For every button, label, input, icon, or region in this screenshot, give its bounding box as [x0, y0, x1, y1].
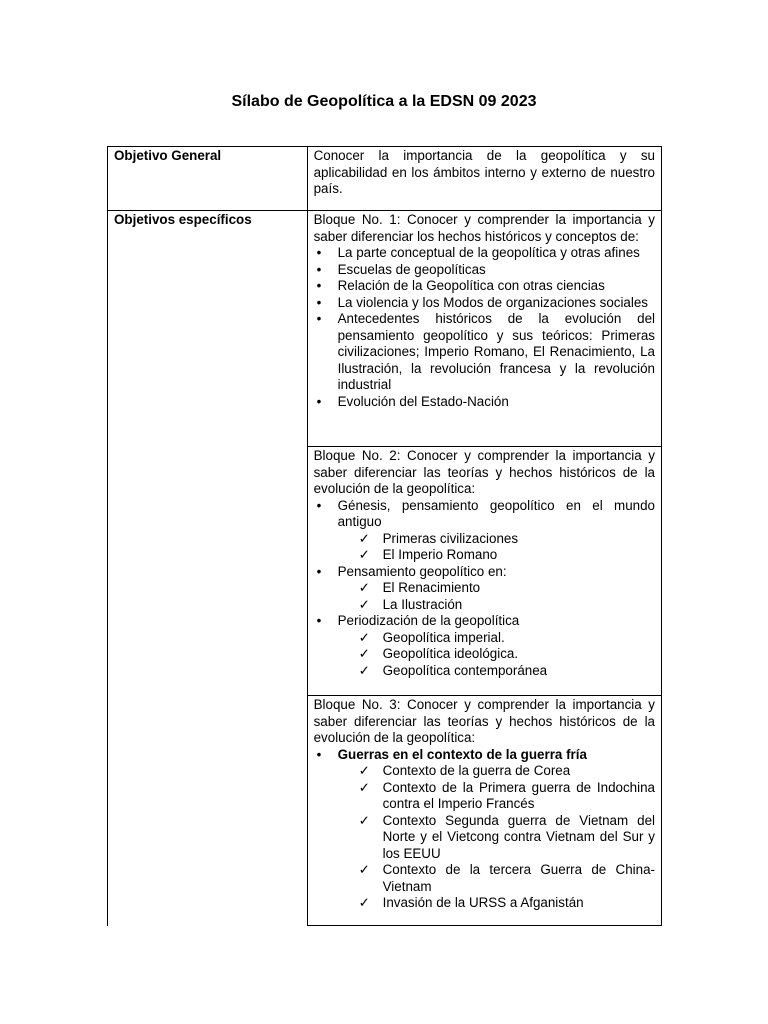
bloque-1-intro: Bloque No. 1: Conocer y comprender la importancia y saber diferenciar los hechos históricos y conceptos de: — [313, 212, 655, 244]
list-item — [314, 498, 655, 564]
bloque-3-list — [314, 747, 655, 912]
sub-list-item: ✓ La Ilustración — [314, 597, 655, 614]
list-item-text: Guerras en el contexto de la guerra fría — [337, 746, 587, 762]
sub-list — [314, 531, 655, 564]
sub-list-item: ✓ Contexto de la tercera Guerra de China-Vietnam — [314, 862, 655, 895]
table-row — [108, 696, 662, 926]
sub-list — [314, 763, 655, 912]
bloque-1-list — [314, 245, 655, 410]
list-item — [314, 564, 655, 614]
list-item — [314, 613, 655, 679]
sub-list-item: ✓ Primeras civilizaciones — [314, 531, 655, 548]
list-item: • Antecedentes históricos de la evolución del pensamiento geopolítico y sus teóricos: Primeras civilizaciones; Imperio Romano, El Renacimiento, La Ilustración, la revolución francesa y la revolución industrial — [314, 311, 655, 394]
sub-list-item: ✓ Geopolítica imperial. — [314, 630, 655, 647]
bloque-2-intro: Bloque No. 2: Conocer y comprender la importancia y saber diferenciar las teorías y hechos históricos de la evolución de la geopolítica: — [313, 448, 655, 496]
objetivo-general-label: Objetivo General — [108, 147, 308, 211]
syllabus-table — [107, 146, 662, 926]
list-item: • La violencia y los Modos de organizaciones sociales — [314, 295, 655, 312]
bloque-2-cell — [307, 447, 661, 696]
sub-list-item: ✓ Contexto Segunda guerra de Vietnam del Norte y el Vietcong contra Vietnam del Sur y los EEUU — [314, 813, 655, 863]
sub-list — [314, 580, 655, 613]
sub-list — [314, 630, 655, 680]
sub-list-item: ✓ Invasión de la URSS a Afganistán — [314, 895, 655, 912]
bloque-3-intro: Bloque No. 3: Conocer y comprender la importancia y saber diferenciar las teorías y hechos históricos de la evolución de la geopolítica: — [313, 697, 655, 745]
table-row — [108, 147, 662, 211]
list-item: • Evolución del Estado-Nación — [314, 394, 655, 411]
sub-list-item: ✓ Contexto de la guerra de Corea — [314, 763, 655, 780]
objetivos-especificos-label: Objetivos específicos — [108, 211, 308, 447]
list-item-text: Periodización de la geopolítica — [337, 613, 520, 628]
list-item-text: Génesis, pensamiento geopolítico en el mundo antiguo — [337, 497, 655, 529]
bloque-2-list — [314, 498, 655, 680]
list-item: • Escuelas de geopolíticas — [314, 262, 655, 279]
empty-label-cell — [108, 696, 308, 926]
empty-label-cell — [108, 447, 308, 696]
sub-list-item: ✓ El Renacimiento — [314, 580, 655, 597]
bloque-3-cell — [307, 696, 661, 926]
table-row — [108, 211, 662, 447]
sub-list-item: ✓ El Imperio Romano — [314, 547, 655, 564]
sub-list-item: ✓ Geopolítica contemporánea — [314, 663, 655, 680]
sub-list-item: ✓ Geopolítica ideológica. — [314, 646, 655, 663]
list-item-text: Pensamiento geopolítico en: — [337, 563, 507, 579]
list-item: • Relación de la Geopolítica con otras ciencias — [314, 278, 655, 295]
sub-list-item: ✓ Contexto de la Primera guerra de Indochina contra el Imperio Francés — [314, 780, 655, 813]
list-item: • La parte conceptual de la geopolítica y otras afines — [314, 245, 655, 262]
page-title: Sílabo de Geopolítica a la EDSN 09 2023 — [231, 93, 537, 110]
objetivo-general-text: Conocer la importancia de la geopolítica y su aplicabilidad en los ámbitos interno y externo de nuestro país. — [307, 147, 661, 211]
table-row — [108, 447, 662, 696]
list-item — [314, 747, 655, 912]
bloque-1-cell — [307, 211, 661, 447]
